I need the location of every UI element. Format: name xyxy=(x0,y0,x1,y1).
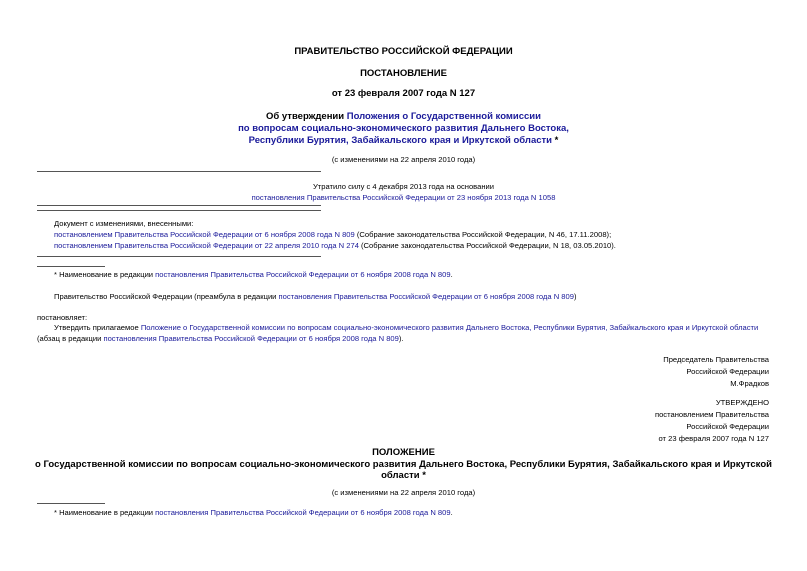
preamble-text: Правительство Российской Федерации (преамбула в редакции xyxy=(54,292,279,301)
approved-line-4: от 23 февраля 2007 года N 127 xyxy=(658,434,769,443)
expired-text: Утратило силу с 4 декабря 2013 года на основании xyxy=(312,182,495,191)
changes-item-1 xyxy=(54,230,611,239)
changes-item-2-tail: (Собрание законодательства Российской Федерации, N 18, 03.05.2010). xyxy=(358,241,616,250)
date-number-heading: от 23 февраля 2007 года N 127 xyxy=(331,88,476,99)
signature-block xyxy=(663,354,769,390)
title-link-line3[interactable]: Республики Бурятия, Забайкальского края и Иркутской области xyxy=(248,135,553,146)
approve-suffix: ). xyxy=(398,334,404,343)
signature-line-2: Российской Федерации xyxy=(686,367,769,376)
changes-item-1-link[interactable]: постановлением Правительства Российской Федерации от 6 ноября 2008 года N 809 xyxy=(54,230,355,239)
footnote-2-suffix: . xyxy=(450,508,453,517)
changes-item-2 xyxy=(54,241,616,250)
divider-line xyxy=(37,210,321,211)
changes-intro: Документ с изменениями, внесенными: xyxy=(54,219,194,228)
document-type-heading: ПОСТАНОВЛЕНИЕ xyxy=(360,68,447,79)
changes-item-2-link[interactable]: постановлением Правительства Российской Федерации от 22 апреля 2010 года N 274 xyxy=(54,241,359,250)
footnote-2-prefix: * Наименование в редакции xyxy=(54,508,156,517)
title-asterisk: * xyxy=(552,135,559,146)
divider-line xyxy=(37,205,321,206)
approved-line-2: постановлением Правительства xyxy=(654,410,769,419)
document-title-line1 xyxy=(0,111,807,122)
document-title-line3 xyxy=(0,135,807,146)
title-link-line1[interactable]: Положения о Государственной комиссии xyxy=(346,111,541,122)
government-heading: ПРАВИТЕЛЬСТВО РОССИЙСКОЙ ФЕДЕРАЦИИ xyxy=(294,46,513,57)
approve-middle: (абзац в редакции xyxy=(37,334,104,343)
approved-line-1: УТВЕРЖДЕНО xyxy=(715,398,769,407)
preamble xyxy=(54,292,577,301)
amendment-note: (с изменениями на 22 апреля 2010 года) xyxy=(331,155,476,164)
footnote-1 xyxy=(54,270,453,279)
document-title-line2 xyxy=(0,123,807,134)
preamble-suffix: ) xyxy=(573,292,577,301)
approve-prefix: Утвердить прилагаемое xyxy=(54,323,141,332)
regulation-subtitle-line2: области * xyxy=(381,470,426,481)
signature-line-1: Председатель Правительства xyxy=(663,355,769,364)
title-prefix: Об утверждении xyxy=(266,111,347,122)
approved-block xyxy=(655,397,769,445)
divider-line xyxy=(37,171,321,172)
approve-link[interactable]: Положение о Государственной комиссии по вопросам социально-экономического развития Дальнего Востока, Республики Бурятия, Забайкальского края и Иркутской области xyxy=(140,323,759,332)
regulation-amendment-note: (с изменениями на 22 апреля 2010 года) xyxy=(331,488,476,497)
approve-paragraph xyxy=(37,322,769,344)
footnote-1-link[interactable]: постановления Правительства Российской Федерации от 6 ноября 2008 года N 809 xyxy=(155,270,451,279)
footnote-separator xyxy=(37,266,105,267)
footnote-separator xyxy=(37,503,105,504)
divider-line xyxy=(37,256,321,257)
preamble-link[interactable]: постановления Правительства Российской Федерации от 6 ноября 2008 года N 809 xyxy=(278,292,574,301)
footnote-1-suffix: . xyxy=(450,270,453,279)
footnote-2 xyxy=(54,508,453,517)
regulation-title: ПОЛОЖЕНИЕ xyxy=(372,447,435,458)
expired-link-line xyxy=(0,193,807,202)
title-link-line2[interactable]: по вопросам социально-экономического развития Дальнего Востока, xyxy=(238,123,569,134)
expired-link[interactable]: постановления Правительства Российской Федерации от 23 ноября 2013 года N 1058 xyxy=(251,193,556,202)
signature-line-3: М.Фрадков xyxy=(730,379,769,388)
changes-item-1-tail: (Собрание законодательства Российской Федерации, N 46, 17.11.2008); xyxy=(354,230,612,239)
approved-line-3: Российской Федерации xyxy=(686,422,769,431)
footnote-1-prefix: * Наименование в редакции xyxy=(54,270,156,279)
decides-text: постановляет: xyxy=(37,313,88,322)
regulation-subtitle-line1: о Государственной комиссии по вопросам социально-экономического развития Дальнего Востока, Республики Бурятия, Забайкальского края и Иркутской xyxy=(35,459,772,470)
footnote-2-link[interactable]: постановления Правительства Российской Федерации от 6 ноября 2008 года N 809 xyxy=(155,508,451,517)
approve-link-2[interactable]: постановления Правительства Российской Федерации от 6 ноября 2008 года N 809 xyxy=(103,334,399,343)
